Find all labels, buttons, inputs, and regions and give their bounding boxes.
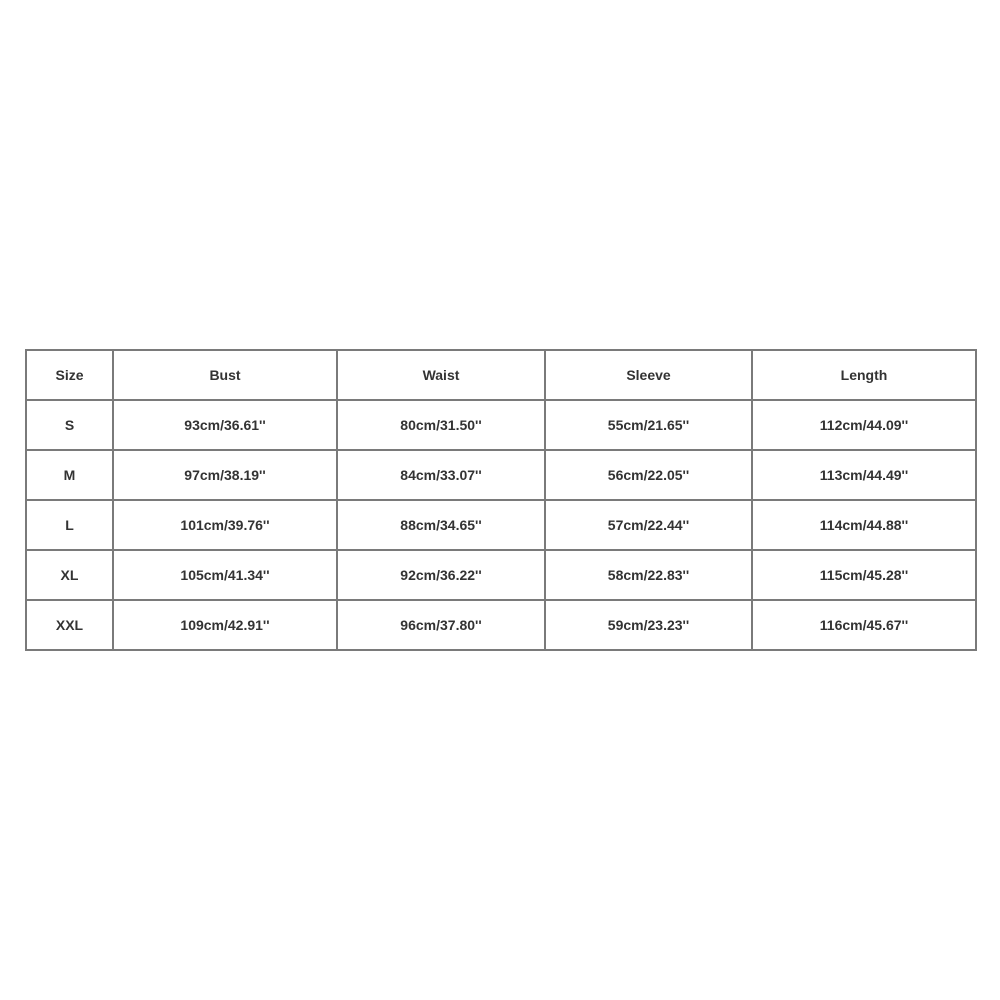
cell-bust: 97cm/38.19'' bbox=[113, 450, 337, 500]
cell-waist: 84cm/33.07'' bbox=[337, 450, 545, 500]
table-row bbox=[26, 450, 976, 500]
header-bust: Bust bbox=[113, 350, 337, 400]
cell-bust: 105cm/41.34'' bbox=[113, 550, 337, 600]
cell-bust: 93cm/36.61'' bbox=[113, 400, 337, 450]
size-chart-table bbox=[25, 349, 977, 651]
cell-size: XL bbox=[26, 550, 113, 600]
cell-waist: 92cm/36.22'' bbox=[337, 550, 545, 600]
cell-size: M bbox=[26, 450, 113, 500]
cell-length: 115cm/45.28'' bbox=[752, 550, 976, 600]
cell-sleeve: 58cm/22.83'' bbox=[545, 550, 752, 600]
cell-waist: 88cm/34.65'' bbox=[337, 500, 545, 550]
header-waist: Waist bbox=[337, 350, 545, 400]
header-sleeve: Sleeve bbox=[545, 350, 752, 400]
header-row bbox=[26, 350, 976, 400]
cell-bust: 101cm/39.76'' bbox=[113, 500, 337, 550]
cell-length: 116cm/45.67'' bbox=[752, 600, 976, 650]
table-row bbox=[26, 500, 976, 550]
cell-sleeve: 57cm/22.44'' bbox=[545, 500, 752, 550]
cell-sleeve: 59cm/23.23'' bbox=[545, 600, 752, 650]
cell-size: S bbox=[26, 400, 113, 450]
header-size: Size bbox=[26, 350, 113, 400]
cell-size: L bbox=[26, 500, 113, 550]
table-row bbox=[26, 400, 976, 450]
cell-length: 112cm/44.09'' bbox=[752, 400, 976, 450]
cell-sleeve: 55cm/21.65'' bbox=[545, 400, 752, 450]
cell-size: XXL bbox=[26, 600, 113, 650]
cell-length: 113cm/44.49'' bbox=[752, 450, 976, 500]
cell-bust: 109cm/42.91'' bbox=[113, 600, 337, 650]
cell-length: 114cm/44.88'' bbox=[752, 500, 976, 550]
cell-sleeve: 56cm/22.05'' bbox=[545, 450, 752, 500]
cell-waist: 80cm/31.50'' bbox=[337, 400, 545, 450]
header-length: Length bbox=[752, 350, 976, 400]
table-row bbox=[26, 600, 976, 650]
cell-waist: 96cm/37.80'' bbox=[337, 600, 545, 650]
table-row bbox=[26, 550, 976, 600]
